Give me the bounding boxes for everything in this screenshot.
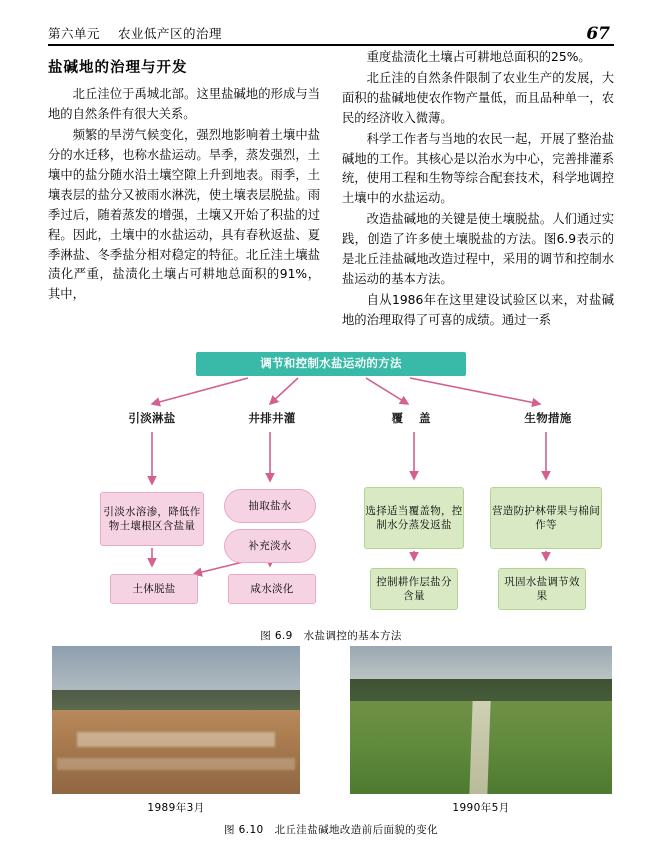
photo-salt-patch [77, 732, 275, 747]
left-column [48, 58, 320, 306]
figure-6-9-caption: 图 6.9 水盐调控的基本方法 [260, 630, 402, 642]
branch-4-result: 巩固水盐调节效果 [498, 568, 586, 610]
photo-treeline [350, 679, 612, 703]
photo-saline-ground [52, 710, 300, 794]
paragraph: 自从1986年在这里建设试验区以来，对盐碱地的治理取得了可喜的成绩。通过一系 [342, 292, 614, 327]
diagram-title: 调节和控制水盐运动的方法 [196, 352, 466, 376]
branch-4-method: 营造防护林带果与棉间作等 [490, 487, 602, 549]
branch-1-result: 土体脱盐 [110, 574, 198, 604]
photo-salt-patch [57, 758, 295, 770]
paragraph: 北丘洼的自然条件限制了农业生产的发展，大面积的盐碱地使农作物产量低，而且品种单一，农民的经济收入微薄。 [342, 70, 614, 125]
flow-diagram [48, 352, 614, 622]
photo-treeline [52, 690, 300, 711]
figure-6-10-caption: 图 6.10 北丘洼盐碱地改造前后面貌的变化 [223, 824, 439, 836]
paragraph: 改造盐碱地的关键是使土壤脱盐。人们通过实践，创造了许多使土壤脱盐的方法。图6.9表示的是北丘洼盐碱地改造过程中，采用的调节和控制水盐运动的基本方法。 [342, 212, 614, 286]
photo-after [350, 646, 612, 794]
branch-head-1: 引淡淋盐 [128, 411, 176, 426]
photo-after-label: 1990年5月 [452, 802, 510, 814]
photo-before-label: 1989年3月 [147, 802, 205, 814]
right-column [342, 48, 614, 332]
branch-2-method-1: 抽取盐水 [224, 489, 316, 523]
branch-head-3: 覆 盖 [391, 411, 437, 426]
paragraph: 科学工作者与当地的农民一起，开展了整治盐碱地的工作。其核心是以治水为中心，完善排灌系统，使用工程和生物等综合配套技术，科学地调控土壤中的水盐运动。 [342, 131, 614, 206]
branch-head-2: 井排井灌 [248, 411, 296, 426]
paragraph: 北丘洼位于禹城北部。这里盐碱地的形成与当地的自然条件有很大关系。 [48, 87, 320, 122]
photo-field-path [469, 701, 491, 794]
branch-head-4: 生物措施 [524, 411, 572, 426]
branch-2-result: 咸水淡化 [228, 574, 316, 604]
branch-3-result: 控制耕作层盐分含量 [370, 568, 458, 610]
branch-1-method: 引淡水溶渗，降低作物土壤根区含盐量 [100, 492, 204, 546]
page-header [48, 22, 614, 46]
paragraph: 重度盐渍化土壤占可耕地总面积的25%。 [366, 50, 591, 64]
header-left-group [48, 24, 222, 44]
branch-3-method: 选择适当覆盖物，控制水分蒸发返盐 [364, 487, 464, 549]
photo-before [52, 646, 300, 794]
page-number: 67 [586, 24, 610, 44]
chapter-title: 农业低产区的治理 [118, 26, 223, 41]
paragraph: 频繁的旱涝气候变化，强烈地影响着土壤中盐分的水迁移，也称水盐运动。旱季，蒸发强烈，土壤中的盐分随水沿土壤空隙上升到地表。雨季，土壤表层的盐分又被雨水淋洗，使土壤表层脱盐。雨季过后，随着蒸发的增强，土壤又开始了积盐的过程。因此，土壤中的水盐运动，具有春秋返盐、夏季淋盐、冬季盐分相对稳定的特征。北丘洼土壤盐渍化严重，盐渍化土壤占可耕地总面积的91%，其中， [48, 128, 320, 302]
section-title: 盐碱地的治理与开发 [48, 60, 188, 76]
unit-label: 第六单元 [48, 26, 101, 41]
branch-2-method-2: 补充淡水 [224, 529, 316, 563]
